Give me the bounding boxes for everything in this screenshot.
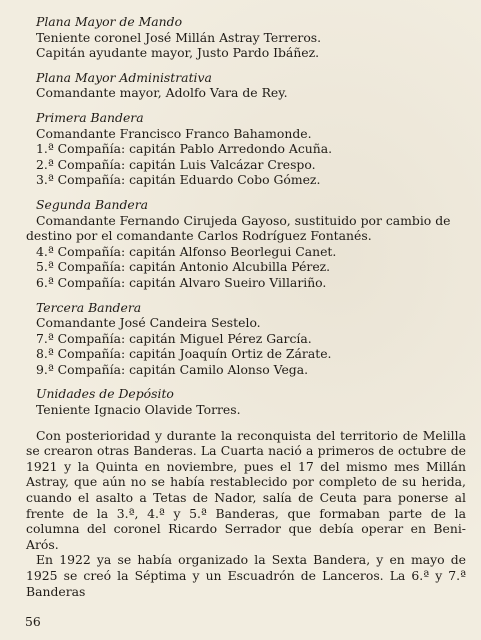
section-line: 1.ª Compañía: capitán Pablo Arredondo Acuña. xyxy=(36,141,333,157)
section-heading: Plana Mayor Administrativa xyxy=(36,69,212,85)
section-line: Teniente coronel José Millán Astray Terreros. xyxy=(36,29,322,45)
document-body xyxy=(26,14,466,599)
section-line-wrapped: Comandante Fernando Cirujeda Gayoso, sustituido por cambio de xyxy=(36,212,451,228)
body-paragraph xyxy=(26,552,466,599)
page-number: 56 xyxy=(25,614,41,629)
paragraph-text: En 1922 ya se había organizado la Sexta Bandera, y en mayo de 1925 se creó la Séptima y un Escuadrón de Lanceros. La 6.ª y 7.ª Banderas xyxy=(26,552,466,599)
section-heading: Primera Bandera xyxy=(36,109,144,125)
section-line-continuation: destino por el comandante Carlos Rodríguez Fontanés. xyxy=(26,228,372,244)
section-line: Comandante Francisco Franco Bahamonde. xyxy=(36,125,312,141)
section-segunda-bandera xyxy=(26,196,466,291)
section-line: 4.ª Compañía: capitán Alfonso Beorlegui Canet. xyxy=(36,243,337,259)
section-line: Capitán ayudante mayor, Justo Pardo Ibáñez. xyxy=(36,45,320,61)
section-heading: Segunda Bandera xyxy=(36,196,149,212)
section-line: 5.ª Compañía: capitán Antonio Alcubilla Pérez. xyxy=(36,259,331,275)
section-primera-bandera xyxy=(36,110,466,188)
section-tercera-bandera xyxy=(36,300,466,378)
section-plana-mayor-administrativa xyxy=(36,70,466,101)
section-line: 7.ª Compañía: capitán Miguel Pérez García. xyxy=(36,330,312,346)
section-heading: Unidades de Depósito xyxy=(36,386,174,402)
section-line: 6.ª Compañía: capitán Alvaro Sueiro Villariño. xyxy=(36,274,327,290)
section-line: 8.ª Compañía: capitán Joaquín Ortiz de Zárate. xyxy=(36,346,332,362)
section-heading: Plana Mayor de Mando xyxy=(36,14,183,29)
paragraph-text: Con posterioridad y durante la reconquista del territorio de Melilla se crearon otras Banderas. La Cuarta nació a primeros de octubre de 1921 y la Quinta en noviembre, pues el 17 del mismo mes Millán Astray, que aún no se había restablecido por completo de su herida, cuando el asalto a Tetas de Nador, salía de Ceuta para ponerse al frente de la 3.ª, 4.ª y 5.ª Banderas, que formaban parte de la columna del coronel Ricardo Serrador que debía operar en Beni-Arós. xyxy=(26,427,466,552)
section-line: 9.ª Compañía: capitán Camilo Alonso Vega. xyxy=(36,361,309,377)
section-line: 3.ª Compañía: capitán Eduardo Cobo Gómez. xyxy=(36,172,321,188)
section-heading: Tercera Bandera xyxy=(36,299,142,315)
body-paragraph xyxy=(26,428,466,553)
section-line: Teniente Ignacio Olavide Torres. xyxy=(36,402,241,418)
section-plana-mayor-mando xyxy=(36,14,466,61)
section-line: 2.ª Compañía: capitán Luis Valcázar Crespo. xyxy=(36,156,316,172)
section-line: Comandante José Candeira Sestelo. xyxy=(36,315,261,331)
section-line: Comandante mayor, Adolfo Vara de Rey. xyxy=(36,85,288,101)
section-unidades-deposito xyxy=(36,386,466,417)
